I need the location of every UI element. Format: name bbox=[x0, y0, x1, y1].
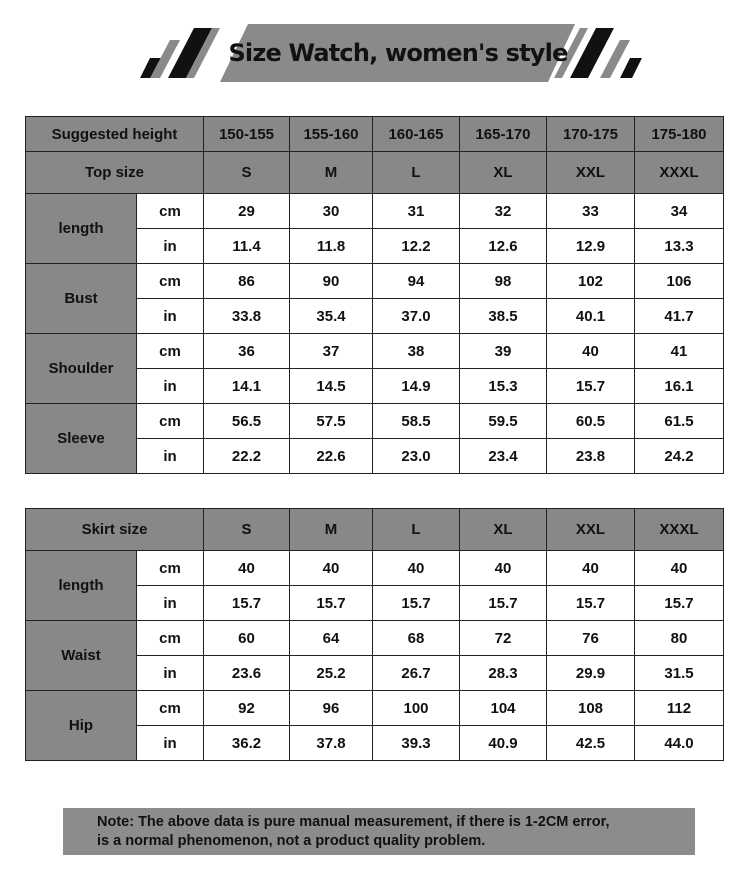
value-cell: 60 bbox=[204, 621, 290, 656]
height-cell: 165-170 bbox=[460, 117, 547, 152]
height-cell: 160-165 bbox=[373, 117, 460, 152]
height-cell: 170-175 bbox=[547, 117, 635, 152]
value-cell: 40 bbox=[547, 334, 635, 369]
value-cell: 61.5 bbox=[635, 404, 724, 439]
value-cell: 13.3 bbox=[635, 229, 724, 264]
measurement-note bbox=[63, 808, 695, 855]
value-cell: 94 bbox=[373, 264, 460, 299]
size-cell: XXXL bbox=[635, 152, 724, 194]
banner-title: Size Watch, women's style bbox=[228, 39, 568, 67]
value-cell: 28.3 bbox=[460, 656, 547, 691]
unit-in: in bbox=[137, 656, 204, 691]
value-cell: 16.1 bbox=[635, 369, 724, 404]
unit-in: in bbox=[137, 369, 204, 404]
value-cell: 40 bbox=[290, 551, 373, 586]
value-cell: 24.2 bbox=[635, 439, 724, 474]
skirt-size-table bbox=[25, 508, 724, 761]
value-cell: 34 bbox=[635, 194, 724, 229]
height-cell: 175-180 bbox=[635, 117, 724, 152]
unit-cm: cm bbox=[137, 264, 204, 299]
value-cell: 22.2 bbox=[204, 439, 290, 474]
value-cell: 59.5 bbox=[460, 404, 547, 439]
skirt-size-label: Skirt size bbox=[26, 509, 204, 551]
table-row bbox=[26, 691, 724, 726]
size-cell: M bbox=[290, 509, 373, 551]
value-cell: 72 bbox=[460, 621, 547, 656]
value-cell: 14.9 bbox=[373, 369, 460, 404]
value-cell: 41.7 bbox=[635, 299, 724, 334]
value-cell: 98 bbox=[460, 264, 547, 299]
value-cell: 64 bbox=[290, 621, 373, 656]
value-cell: 11.8 bbox=[290, 229, 373, 264]
value-cell: 68 bbox=[373, 621, 460, 656]
value-cell: 22.6 bbox=[290, 439, 373, 474]
unit-cm: cm bbox=[137, 334, 204, 369]
value-cell: 31 bbox=[373, 194, 460, 229]
value-cell: 15.7 bbox=[547, 369, 635, 404]
value-cell: 25.2 bbox=[290, 656, 373, 691]
value-cell: 96 bbox=[290, 691, 373, 726]
height-cell: 155-160 bbox=[290, 117, 373, 152]
value-cell: 23.4 bbox=[460, 439, 547, 474]
value-cell: 14.1 bbox=[204, 369, 290, 404]
note-line-2: is a normal phenomenon, not a product quality problem. bbox=[97, 833, 486, 849]
size-row bbox=[26, 509, 724, 551]
value-cell: 39 bbox=[460, 334, 547, 369]
value-cell: 12.6 bbox=[460, 229, 547, 264]
table-row bbox=[26, 621, 724, 656]
title-banner bbox=[0, 0, 750, 100]
value-cell: 37 bbox=[290, 334, 373, 369]
value-cell: 29 bbox=[204, 194, 290, 229]
value-cell: 38.5 bbox=[460, 299, 547, 334]
value-cell: 56.5 bbox=[204, 404, 290, 439]
value-cell: 40 bbox=[635, 551, 724, 586]
value-cell: 29.9 bbox=[547, 656, 635, 691]
value-cell: 108 bbox=[547, 691, 635, 726]
value-cell: 44.0 bbox=[635, 726, 724, 761]
unit-in: in bbox=[137, 439, 204, 474]
unit-in: in bbox=[137, 726, 204, 761]
value-cell: 37.0 bbox=[373, 299, 460, 334]
value-cell: 33 bbox=[547, 194, 635, 229]
measure-label-shoulder: Shoulder bbox=[26, 334, 137, 404]
size-cell: L bbox=[373, 152, 460, 194]
value-cell: 39.3 bbox=[373, 726, 460, 761]
size-cell: S bbox=[204, 152, 290, 194]
note-line-1: Note: The above data is pure manual measurement, if there is 1-2CM error, bbox=[97, 814, 610, 830]
value-cell: 80 bbox=[635, 621, 724, 656]
unit-cm: cm bbox=[137, 404, 204, 439]
size-cell: XL bbox=[460, 152, 547, 194]
size-cell: XL bbox=[460, 509, 547, 551]
value-cell: 36.2 bbox=[204, 726, 290, 761]
value-cell: 15.3 bbox=[460, 369, 547, 404]
value-cell: 92 bbox=[204, 691, 290, 726]
value-cell: 58.5 bbox=[373, 404, 460, 439]
value-cell: 11.4 bbox=[204, 229, 290, 264]
value-cell: 106 bbox=[635, 264, 724, 299]
measure-label-length: length bbox=[26, 551, 137, 621]
value-cell: 15.7 bbox=[460, 586, 547, 621]
value-cell: 37.8 bbox=[290, 726, 373, 761]
value-cell: 38 bbox=[373, 334, 460, 369]
value-cell: 102 bbox=[547, 264, 635, 299]
value-cell: 12.9 bbox=[547, 229, 635, 264]
value-cell: 23.6 bbox=[204, 656, 290, 691]
value-cell: 23.8 bbox=[547, 439, 635, 474]
table-row bbox=[26, 194, 724, 229]
size-cell: XXL bbox=[547, 152, 635, 194]
size-cell: XXXL bbox=[635, 509, 724, 551]
value-cell: 104 bbox=[460, 691, 547, 726]
height-row bbox=[26, 117, 724, 152]
table-row bbox=[26, 551, 724, 586]
value-cell: 41 bbox=[635, 334, 724, 369]
value-cell: 100 bbox=[373, 691, 460, 726]
value-cell: 40.1 bbox=[547, 299, 635, 334]
unit-cm: cm bbox=[137, 551, 204, 586]
measure-label-bust: Bust bbox=[26, 264, 137, 334]
table-row bbox=[26, 334, 724, 369]
value-cell: 76 bbox=[547, 621, 635, 656]
measure-label-sleeve: Sleeve bbox=[26, 404, 137, 474]
size-cell: M bbox=[290, 152, 373, 194]
value-cell: 32 bbox=[460, 194, 547, 229]
value-cell: 33.8 bbox=[204, 299, 290, 334]
value-cell: 15.7 bbox=[204, 586, 290, 621]
value-cell: 36 bbox=[204, 334, 290, 369]
table-row bbox=[26, 404, 724, 439]
value-cell: 14.5 bbox=[290, 369, 373, 404]
value-cell: 35.4 bbox=[290, 299, 373, 334]
unit-cm: cm bbox=[137, 194, 204, 229]
unit-in: in bbox=[137, 586, 204, 621]
unit-in: in bbox=[137, 229, 204, 264]
measure-label-waist: Waist bbox=[26, 621, 137, 691]
size-cell: L bbox=[373, 509, 460, 551]
top-size-label: Top size bbox=[26, 152, 204, 194]
value-cell: 57.5 bbox=[290, 404, 373, 439]
size-cell: XXL bbox=[547, 509, 635, 551]
value-cell: 40 bbox=[547, 551, 635, 586]
height-cell: 150-155 bbox=[204, 117, 290, 152]
value-cell: 15.7 bbox=[373, 586, 460, 621]
value-cell: 15.7 bbox=[290, 586, 373, 621]
value-cell: 60.5 bbox=[547, 404, 635, 439]
measure-label-hip: Hip bbox=[26, 691, 137, 761]
unit-cm: cm bbox=[137, 621, 204, 656]
unit-in: in bbox=[137, 299, 204, 334]
value-cell: 112 bbox=[635, 691, 724, 726]
value-cell: 86 bbox=[204, 264, 290, 299]
value-cell: 12.2 bbox=[373, 229, 460, 264]
value-cell: 40 bbox=[460, 551, 547, 586]
size-row bbox=[26, 152, 724, 194]
value-cell: 40 bbox=[204, 551, 290, 586]
value-cell: 30 bbox=[290, 194, 373, 229]
value-cell: 15.7 bbox=[547, 586, 635, 621]
value-cell: 15.7 bbox=[635, 586, 724, 621]
value-cell: 90 bbox=[290, 264, 373, 299]
value-cell: 23.0 bbox=[373, 439, 460, 474]
value-cell: 26.7 bbox=[373, 656, 460, 691]
top-size-table bbox=[25, 116, 724, 474]
suggested-height-label: Suggested height bbox=[26, 117, 204, 152]
measure-label-length: length bbox=[26, 194, 137, 264]
value-cell: 42.5 bbox=[547, 726, 635, 761]
unit-cm: cm bbox=[137, 691, 204, 726]
value-cell: 40.9 bbox=[460, 726, 547, 761]
value-cell: 31.5 bbox=[635, 656, 724, 691]
value-cell: 40 bbox=[373, 551, 460, 586]
size-cell: S bbox=[204, 509, 290, 551]
table-row bbox=[26, 264, 724, 299]
